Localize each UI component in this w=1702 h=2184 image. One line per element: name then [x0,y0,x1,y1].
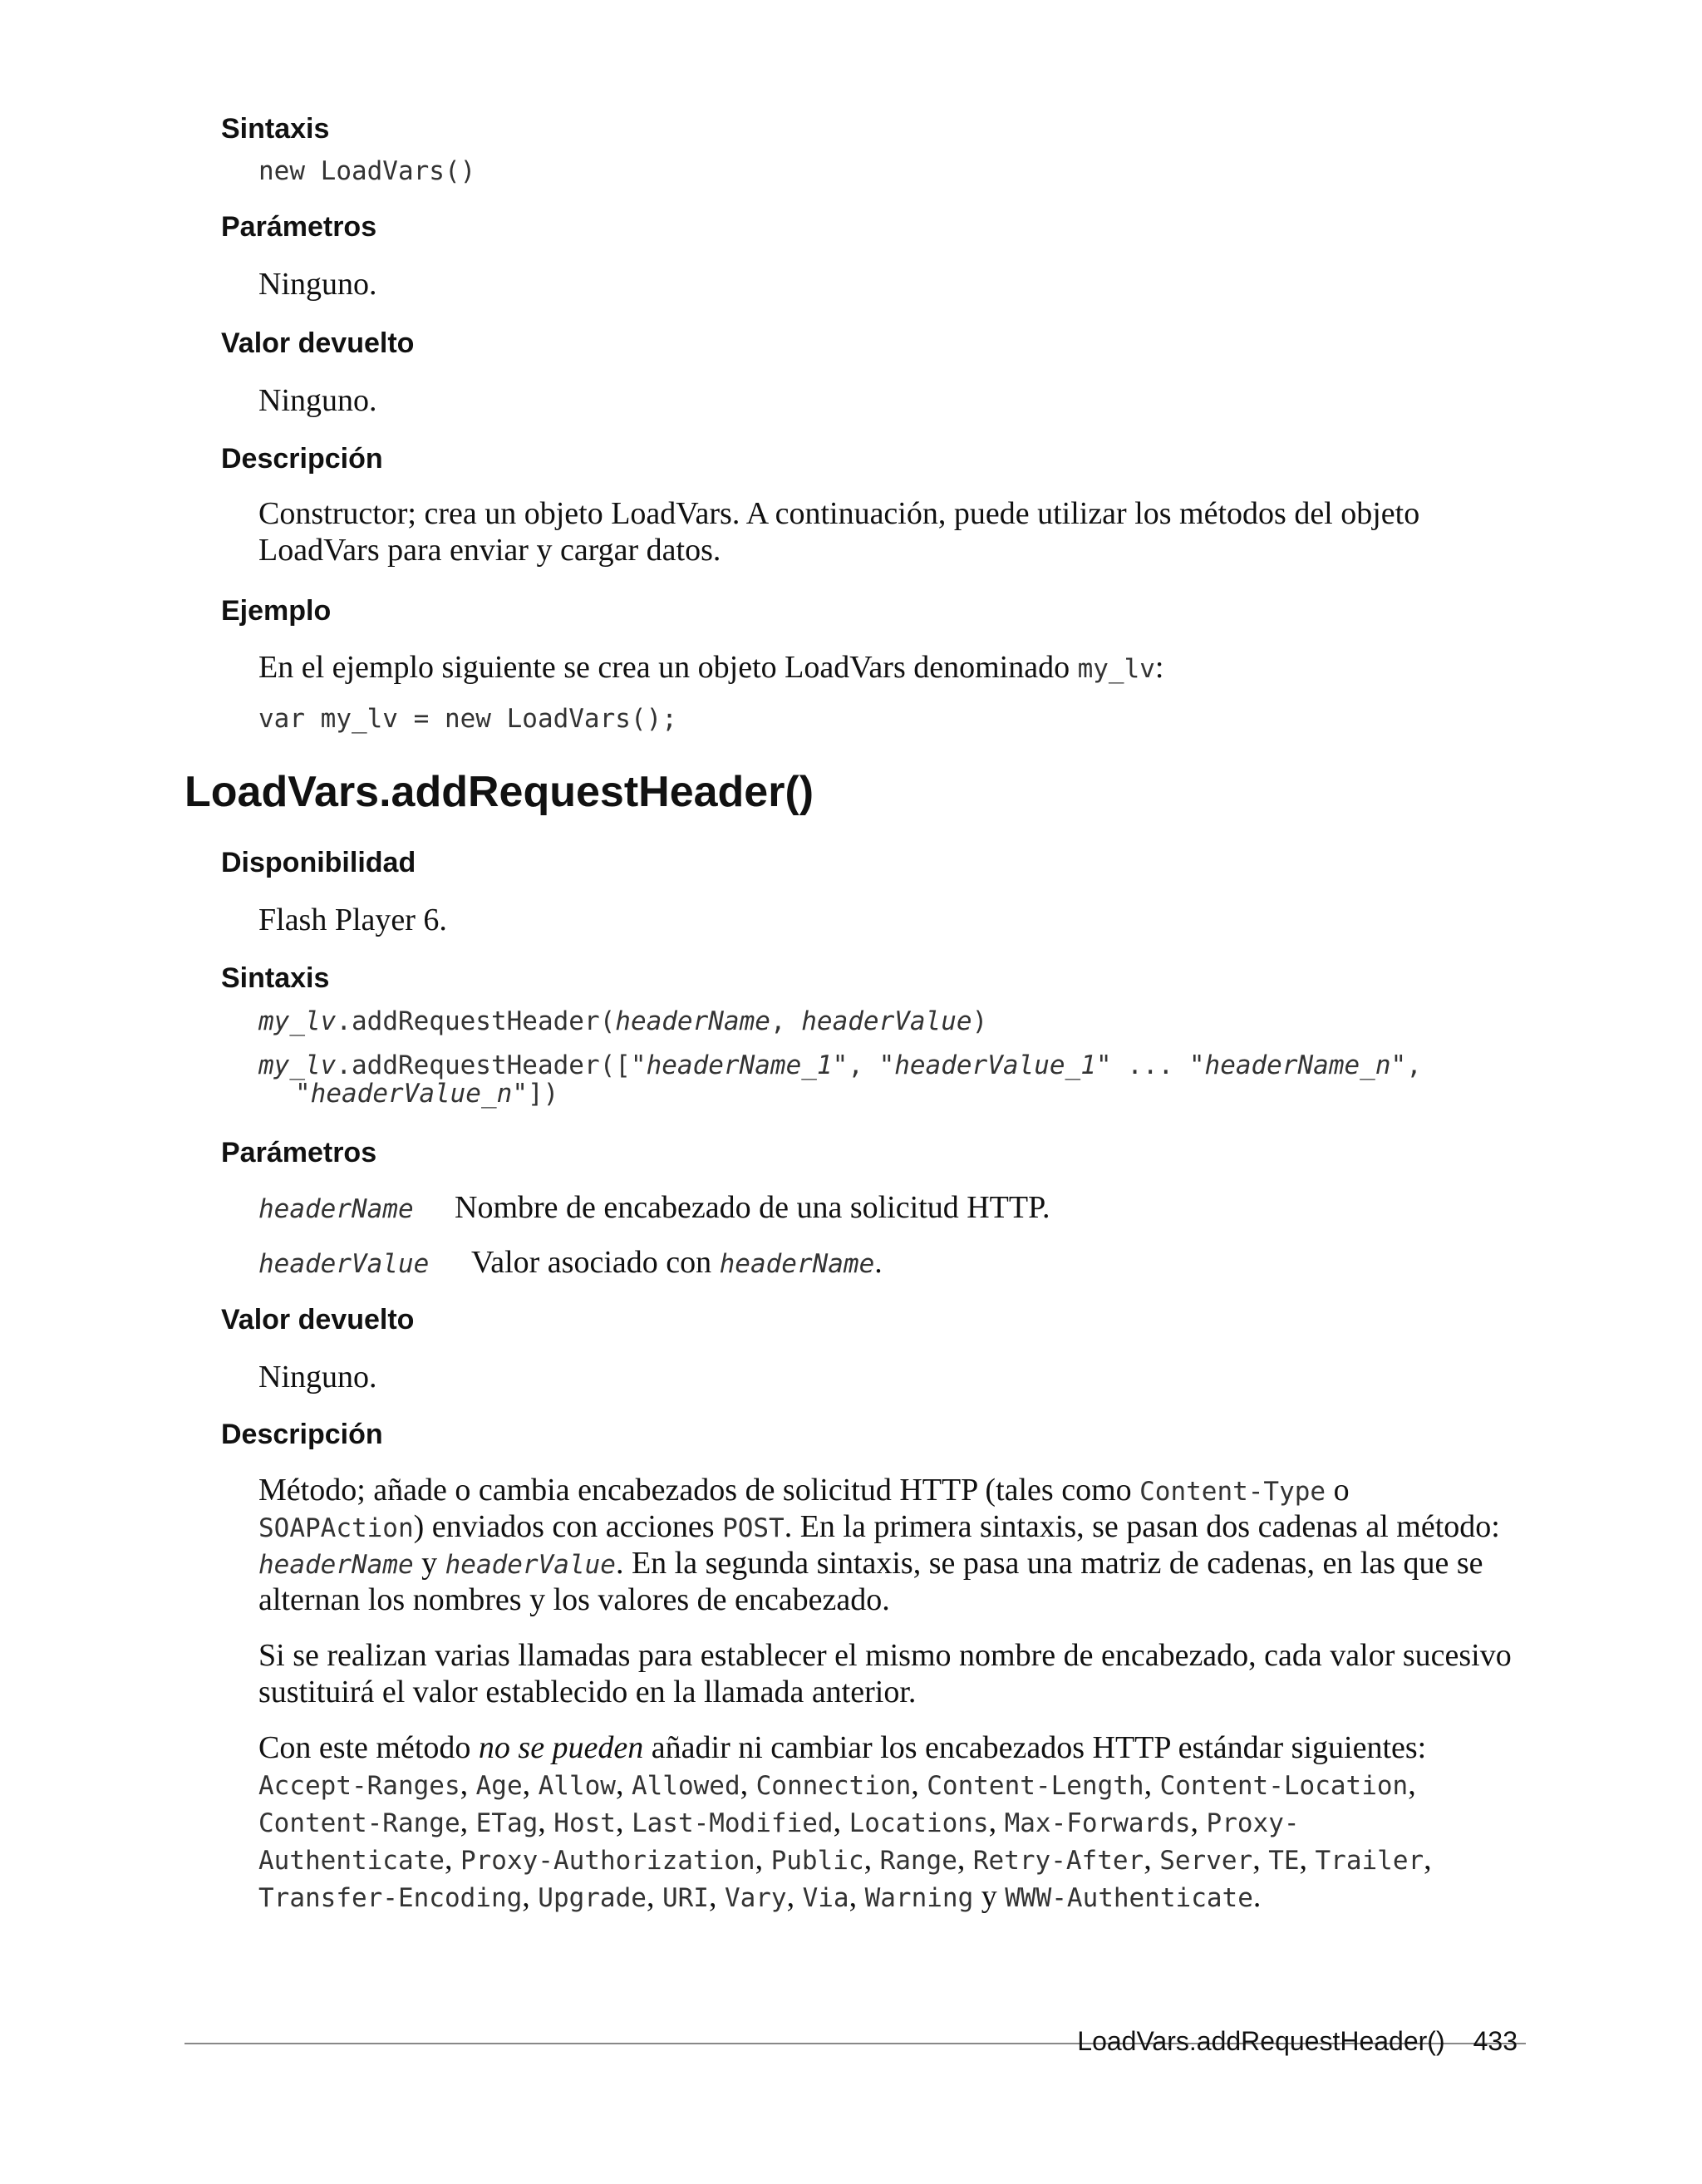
header-name: Vary [724,1883,787,1913]
syntax-arg: headerName_n [1204,1050,1391,1080]
footer-title: LoadVars.addRequestHeader() [1077,2026,1445,2056]
list-comma: , [1144,1767,1160,1802]
description-text: Con este método [258,1730,479,1765]
page-footer [1077,2024,1518,2058]
example-sentence: En el ejemplo siguiente se crea un objeto LoadVars denominado [258,650,1078,685]
syntax-code: new LoadVars() [258,156,476,186]
description-text: o [1326,1473,1350,1508]
header-name: Range [879,1846,957,1876]
list-comma: , [460,1767,476,1802]
header-name: Upgrade [538,1883,647,1913]
syntax-close: ) [972,1006,988,1036]
syntax-quote: " [295,1079,311,1109]
list-comma: , [522,1879,539,1914]
description-line: LoadVars para enviar y cargar datos. [258,533,721,568]
syntax-heading: Sintaxis [221,962,330,994]
list-comma: , [646,1879,662,1914]
description-text: y [413,1546,445,1581]
list-comma: , [460,1804,476,1839]
list-comma: , [1408,1767,1416,1802]
example-text [258,649,1163,687]
header-name: Public [770,1846,864,1876]
list-comma: , [1424,1842,1432,1877]
header-list-line [258,1841,1432,1880]
list-comma: , [1252,1842,1269,1877]
header-name: Content-Location [1159,1771,1409,1801]
description-line: sustituirá el valor establecido en la llamada anterior. [258,1675,917,1709]
example-heading: Ejemplo [221,595,332,627]
header-name: Transfer-Encoding [258,1883,523,1913]
header-name: ETag [475,1808,539,1838]
header-list-items [258,1879,974,1914]
list-comma: , [708,1879,725,1914]
parameter-row [258,1189,1050,1227]
header-name: Authenticate [258,1846,445,1876]
syntax-method: .addRequestHeader([" [336,1050,647,1080]
syntax-separator: " ... " [1095,1050,1205,1080]
description-line: alternan los nombres y los valores de encabezado. [258,1582,890,1617]
header-name: WWW-Authenticate [1005,1883,1253,1913]
header-name: Host [553,1808,616,1838]
description-line [258,1508,1500,1547]
header-name: Allowed [631,1771,740,1801]
header-name: TE [1268,1846,1300,1876]
description-text: añadir ni cambiar los encabezados HTTP estándar siguientes: [643,1730,1427,1765]
list-comma: , [740,1767,756,1802]
header-name: Warning [864,1883,974,1913]
description-line [258,1729,1426,1766]
parameter-row [258,1244,883,1282]
header-name: Content-Range [258,1808,460,1838]
list-comma: , [615,1804,632,1839]
description-line: Si se realizan varias llamadas para establecer el mismo nombre de encabezado, cada valor sucesivo [258,1638,1512,1673]
description-text: ) enviados con acciones [413,1509,723,1544]
parameters-heading: Parámetros [221,1137,377,1168]
list-comma: , [1190,1804,1207,1839]
list-conjunction: y [973,1879,1006,1914]
syntax-line-2 [258,1050,1422,1080]
syntax-close: "]) [512,1079,559,1109]
syntax-line-1 [258,1006,987,1036]
syntax-arg: headerName [615,1006,770,1036]
header-name: Locations [849,1808,989,1838]
list-comma: , [849,1879,865,1914]
list-comma: , [522,1767,539,1802]
header-list-line [258,1803,1300,1842]
list-comma: , [863,1842,880,1877]
syntax-arg: headerValue_n [310,1079,513,1109]
section-title: LoadVars.addRequestHeader() [184,768,814,816]
description-line [258,1472,1350,1510]
header-name: Proxy-Authorization [460,1846,755,1876]
code-inline: headerName [258,1550,414,1580]
example-code: var my_lv = new LoadVars(); [258,704,677,734]
parameter-description: Nombre de encabezado de una solicitud HTTP. [455,1190,1050,1225]
syntax-separator: ", [1390,1050,1422,1080]
description-text: Método; añade o cambia encabezados de solicitud HTTP (tales como [258,1473,1140,1508]
syntax-heading: Sintaxis [221,113,330,145]
list-comma: , [988,1804,1005,1839]
parameter-name: headerValue [258,1249,430,1279]
header-name: Accept-Ranges [258,1771,460,1801]
syntax-line-2-continued [295,1079,558,1109]
header-name: Connection [755,1771,912,1801]
syntax-separator: , [770,1006,802,1036]
code-inline: POST [722,1513,785,1543]
list-comma: , [1299,1842,1316,1877]
return-value-heading: Valor devuelto [221,1304,415,1335]
description-text: . En la segunda sintaxis, se pasa una matriz de cadenas, en las que se [615,1546,1483,1581]
description-text: . En la primera sintaxis, se pasan dos cadenas al método: [784,1509,1500,1544]
header-name: Server [1159,1846,1253,1876]
header-name: URI [662,1883,709,1913]
list-comma: , [444,1842,460,1877]
header-list-line [258,1878,1261,1917]
list-period: . [1252,1879,1262,1914]
syntax-object: my_lv [258,1050,337,1080]
list-comma: , [911,1767,927,1802]
availability-heading: Disponibilidad [221,847,416,878]
description-line [258,1545,1483,1583]
header-name: Proxy- [1206,1808,1300,1838]
return-value-heading: Valor devuelto [221,327,415,359]
emphasis-text: no se pueden [478,1730,644,1765]
list-comma: , [615,1767,632,1802]
code-inline: SOAPAction [258,1513,414,1543]
header-name: Retry-After [972,1846,1144,1876]
description-line: Constructor; crea un objeto LoadVars. A continuación, puede utilizar los métodos del objeto [258,496,1420,531]
return-value-text: Ninguno. [258,383,377,418]
header-list-line [258,1766,1416,1805]
syntax-method: .addRequestHeader( [336,1006,616,1036]
parameters-heading: Parámetros [221,211,377,243]
code-inline: Content-Type [1139,1477,1326,1507]
syntax-arg: headerName_1 [646,1050,833,1080]
page-number: 433 [1473,2026,1518,2056]
syntax-separator: ", " [832,1050,895,1080]
list-comma: , [786,1879,803,1914]
parameter-name: headerName [258,1194,414,1224]
syntax-arg: headerValue_1 [894,1050,1096,1080]
list-comma: , [833,1804,849,1839]
header-name: Max-Forwards [1004,1808,1191,1838]
list-comma: , [1144,1842,1160,1877]
example-variable: my_lv [1077,654,1155,684]
code-inline: headerValue [445,1550,616,1580]
header-name: Content-Length [927,1771,1144,1801]
syntax-object: my_lv [258,1006,337,1036]
header-name: Trailer [1315,1846,1424,1876]
header-name: Via [802,1883,849,1913]
list-comma: , [538,1804,554,1839]
header-name: Age [475,1771,523,1801]
parameter-period: . [874,1245,883,1280]
availability-text: Flash Player 6. [258,903,447,937]
parameter-reference: headerName [719,1249,875,1279]
parameters-text: Ninguno. [258,267,377,302]
description-heading: Descripción [221,443,383,475]
header-name: Last-Modified [631,1808,834,1838]
return-value-text: Ninguno. [258,1360,377,1395]
header-name: Allow [538,1771,616,1801]
parameter-description: Valor asociado con [471,1245,720,1280]
list-comma: , [957,1842,973,1877]
example-colon: : [1154,650,1164,685]
description-heading: Descripción [221,1419,383,1450]
list-comma: , [755,1842,771,1877]
syntax-arg: headerValue [801,1006,972,1036]
